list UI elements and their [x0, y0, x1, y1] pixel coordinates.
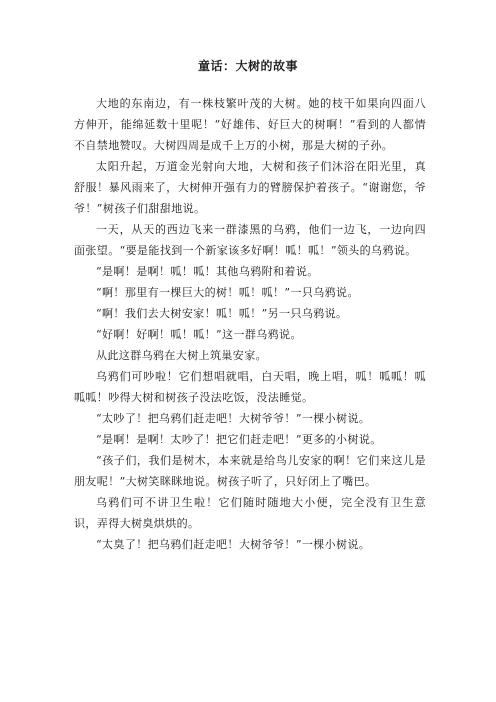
paragraph-10: “太吵了！把乌鸦们赶走吧！大树爷爷！”一棵小树说。 [96, 412, 371, 425]
paragraph-13: 乌鸦们可不讲卫生啦！它们随时随地大小便，完全没有卫生意识，弄得大树臭烘烘的。 [74, 496, 426, 530]
paragraph-9: 乌鸦们可吵啦！它们想唱就唱，白天唱，晚上唱，呱！呱呱！呱呱呱！吵得大树和树孩子没法吃饭，没法睡觉。 [74, 370, 426, 404]
paragraph-11: “是啊！是啊！太吵了！把它们赶走吧！”更多的小树说。 [96, 433, 382, 446]
paragraph-5: “啊！那里有一棵巨大的树！呱！呱！”一只乌鸦说。 [96, 286, 359, 299]
paragraph-12: “孩子们，我们是树木，本来就是给鸟儿安家的啊！它们来这儿是朋友呢！”大树笑眯眯地说。树孩子听了，只好闭上了嘴巴。 [74, 454, 426, 488]
paragraph-3: 一天，从天的西边飞来一群漆黑的乌鸦，他们一边飞，一边向四面张望。“要是能找到一个新家该多好啊！呱！呱！”领头的乌鸦说。 [74, 223, 426, 257]
paragraph-2: 太阳升起，万道金光射向大地，大树和孩子们沐浴在阳光里，真舒服！暴风雨来了，大树伸开强有力的臂膀保护着孩子。“谢谢您，爷爷！”树孩子们甜甜地说。 [74, 160, 426, 215]
paragraph-1: 大地的东南边，有一株枝繁叶茂的大树。她的枝干如果向四面八方伸开，能绵延数十里呢！“好雄伟、好巨大的树啊！”看到的人都情不自禁地赞叹。大树四周是成千上万的小树，那是大树的子孙。 [74, 97, 426, 152]
paragraph-8: 从此这群乌鸦在大树上筑巢安家。 [96, 349, 267, 362]
story-body [74, 93, 426, 555]
paragraph-6: “啊！我们去大树安家！呱！呱！”另一只乌鸦说。 [96, 307, 348, 320]
paragraph-4: “是啊！是啊！呱！呱！其他乌鸦附和着说。 [96, 265, 319, 278]
paragraph-14: “太臭了！把乌鸦们赶走吧！大树爷爷！”一棵小树说。 [96, 538, 371, 551]
page-title: 童话：大树的故事 [197, 59, 298, 73]
paragraph-7: “好啊！好啊！呱！呱！”这一群乌鸦说。 [96, 328, 302, 341]
